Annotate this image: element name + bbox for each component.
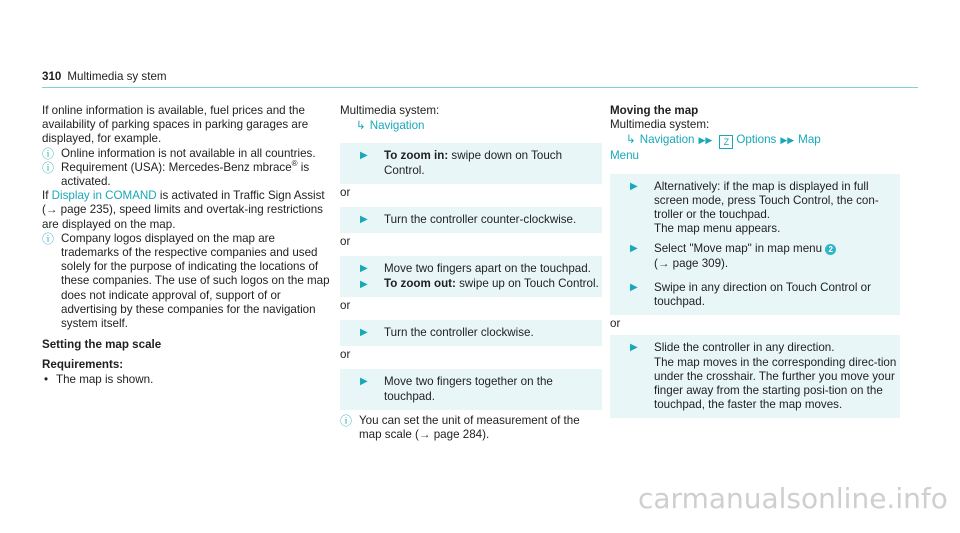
info-icon: ⓘ xyxy=(42,160,55,175)
step-spread-zoom-out xyxy=(340,256,602,296)
display-in-comand-link[interactable]: Display in COMAND xyxy=(51,189,157,203)
step-arrow-icon: ▶ xyxy=(630,243,638,255)
step-slide-controller xyxy=(610,335,900,418)
nav-options[interactable]: Options xyxy=(736,133,777,147)
page-number: 310 xyxy=(42,70,62,83)
step-text: Move two fingers apart on the touchpad. xyxy=(384,262,591,276)
z-key-icon: Z xyxy=(719,135,733,149)
return-arrow-icon: ↳ xyxy=(356,119,366,133)
nav-path-continued xyxy=(610,149,900,163)
zoom-out-label: To zoom out: xyxy=(384,276,456,290)
note-text-a: Requirement (USA): Mercedes-Benz mbrace xyxy=(61,160,292,174)
step-arrow-icon: ▶ xyxy=(360,150,368,162)
step-arrow-icon: ▶ xyxy=(630,281,638,293)
nav-navigation[interactable]: Navigation xyxy=(639,133,695,147)
step-swipe xyxy=(610,277,900,315)
step-arrow-icon: ▶ xyxy=(360,263,368,275)
section-title: Multimedia sy stem xyxy=(67,70,167,83)
step-pinch xyxy=(340,369,602,409)
step-arrow-icon: ▶ xyxy=(630,180,638,192)
steps-block xyxy=(610,174,900,239)
column-right xyxy=(610,104,900,418)
step-arrow-icon: ▶ xyxy=(360,279,368,291)
step-result: The map menu appears. xyxy=(654,222,781,236)
requirements-label: Requirements: xyxy=(42,358,124,372)
bullet-dot: • xyxy=(44,372,49,386)
page-header xyxy=(42,70,167,84)
zoom-out-text: swipe up on Touch Control. xyxy=(455,276,599,290)
system-label: Multimedia system: xyxy=(340,104,440,117)
nav-path xyxy=(340,119,602,133)
info-icon: ⓘ xyxy=(42,231,55,246)
text-prefix: If xyxy=(42,189,52,203)
column-left xyxy=(42,104,330,387)
step-text-b: (→ page 309). xyxy=(654,256,729,270)
double-chevron-icon: ▶▶ xyxy=(698,135,713,146)
note-text: You can set the unit of measurement of the map scale (→ page 284). xyxy=(359,413,580,442)
zoom-in-text: swipe down on Touch Control. xyxy=(384,149,563,177)
nav-menu[interactable]: Menu xyxy=(610,149,640,163)
step-arrow-icon: ▶ xyxy=(360,327,368,339)
step-arrow-icon: ▶ xyxy=(360,214,368,226)
note-text: Online information is not available in all countries. xyxy=(61,146,316,160)
or-text: or xyxy=(610,317,621,331)
or-text: or xyxy=(340,185,351,199)
note-online-info xyxy=(42,147,330,161)
step-zoom-in xyxy=(340,143,602,183)
registered-mark: ® xyxy=(291,158,298,168)
step-text: Swipe in any direction on Touch Control or touchpad. xyxy=(654,280,871,309)
double-chevron-icon: ▶▶ xyxy=(780,135,795,146)
step-arrow-icon: ▶ xyxy=(360,376,368,388)
nav-path xyxy=(610,133,900,149)
return-arrow-icon: ↳ xyxy=(626,133,636,147)
nav-map[interactable]: Map xyxy=(798,133,821,147)
intro-paragraph: If online information is available, fuel prices and the availability of parking spaces in parking garages are displayed, for example. xyxy=(42,104,309,146)
info-icon: ⓘ xyxy=(42,146,55,161)
note-text: Company logos displayed on the map are trademarks of the respective companies and used solely for the purpose of indicating the locations of these companies. The use of such logos on the map does not indicate approval of, support of or advertising by these companies for the navigation system itself. xyxy=(61,231,330,331)
requirement-item xyxy=(42,373,330,387)
step-result: The map moves in the corresponding direc‐tion under the crosshair. The further you move your finger away from the starting posi‐tion on the touchpad, the faster the map moves. xyxy=(654,355,897,412)
step-arrow-icon: ▶ xyxy=(630,342,638,354)
note-company-logos xyxy=(42,232,330,331)
or-text: or xyxy=(340,235,351,249)
step-text: Move two fingers together on the touchpad. xyxy=(384,375,553,403)
text-rest: is activated in Traffic Sign Assist (→ page 235), speed limits and overtak‐ing restrictions are displayed on the map. xyxy=(42,189,325,231)
watermark: carmanualsonline.info xyxy=(638,482,948,515)
callout-number-icon: 2 xyxy=(825,244,836,255)
nav-navigation[interactable]: Navigation xyxy=(369,119,425,133)
bullet-text: The map is shown. xyxy=(56,372,154,386)
system-label: Multimedia system: xyxy=(610,118,710,132)
column-middle xyxy=(340,104,602,442)
note-text-b: is activated. xyxy=(61,160,310,189)
step-turn-cw xyxy=(340,320,602,346)
step-text: Turn the controller clockwise. xyxy=(384,326,534,340)
step-select-move-map xyxy=(610,238,900,276)
step-text: Slide the controller in any direction. xyxy=(654,341,835,355)
step-text: Turn the controller counter-clockwise. xyxy=(384,213,577,227)
note-map-scale-unit xyxy=(340,414,602,442)
or-text: or xyxy=(340,348,351,362)
info-icon: ⓘ xyxy=(340,413,353,428)
step-alternatively: Alternatively: if the map is displayed in full screen mode, press Touch Control, the con‐troller or the touchpad. xyxy=(654,179,879,222)
traffic-sign-paragraph xyxy=(42,189,330,232)
step-turn-ccw xyxy=(340,207,602,233)
section-heading: Moving the map xyxy=(610,104,699,117)
header-rule xyxy=(42,87,918,88)
note-requirement xyxy=(42,158,330,189)
or-text: or xyxy=(340,298,351,312)
section-heading: Setting the map scale xyxy=(42,338,162,352)
step-text-a: Select "Move map" in map menu xyxy=(654,242,826,256)
zoom-in-label: To zoom in: xyxy=(384,149,449,163)
